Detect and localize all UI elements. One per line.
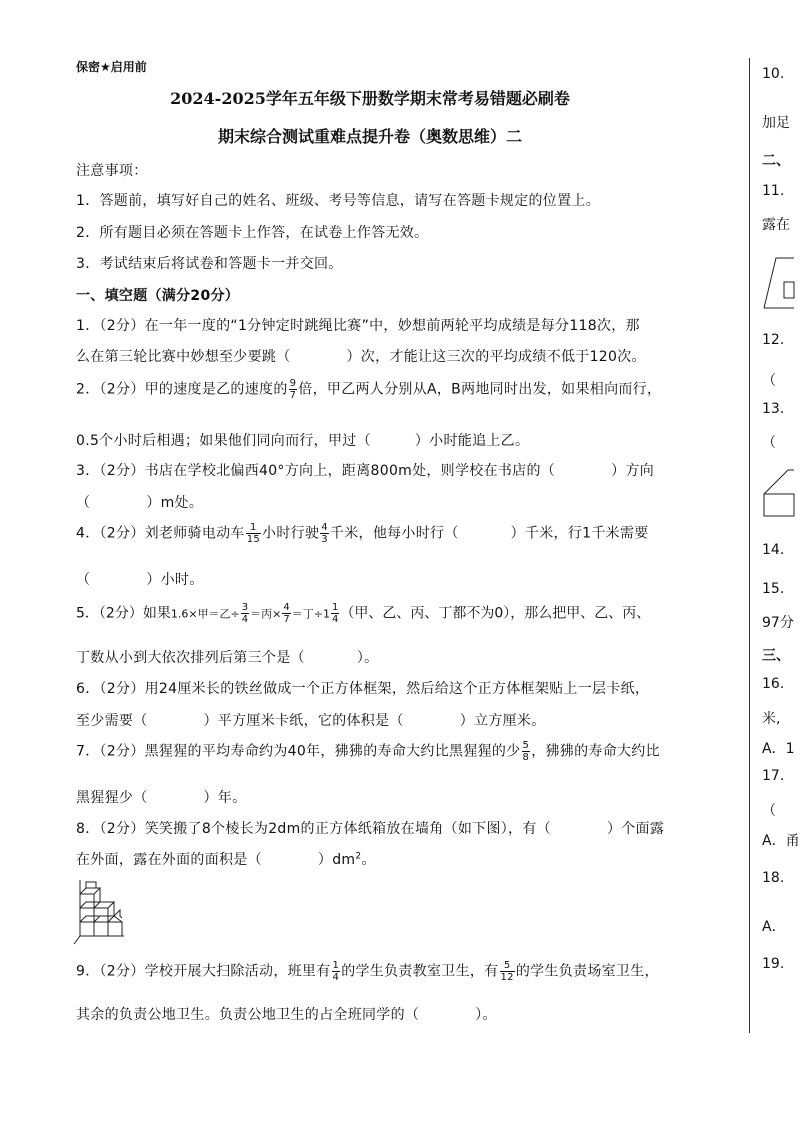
question-1-line-1: 1．（2分）在一年一度的“1分钟定时跳绳比赛”中，妙想前两轮平均成绩是每分118次，那 (76, 318, 640, 334)
right-q11: 11. (762, 183, 785, 199)
right-column-cropped (752, 0, 800, 1123)
fraction: $\frac{5}{8}$ (522, 740, 530, 763)
column-divider (749, 58, 750, 1033)
right-text: 米, (762, 711, 781, 727)
question-5-line-1: 5．（2分）如果1.6×甲＝乙÷ $\frac{3}{4}$ ＝丙× $\frac{4}{7}$ ＝丁÷1 $\frac{1}{4}$ （甲、乙、丙、丁都不为0），那么把甲、乙、丙、 (76, 602, 651, 625)
fraction: $\frac{1}{15}$ (246, 522, 261, 545)
fraction: $\frac{3}{4}$ (241, 602, 249, 625)
question-9-line-2: 其余的负责公地卫生。负责公地卫生的占全班同学的（ ）。 (76, 1007, 497, 1023)
right-q19: 19. (762, 956, 785, 972)
question-3-line-1: 3．（2分）书店在学校北偏西40°方向上，距离800m处，则学校在书店的（ ）方向 (76, 463, 654, 479)
question-6-line-1: 6．（2分）用24厘米长的铁丝做成一个正方体框架，然后给这个正方体框架贴上一层卡纸， (76, 681, 650, 697)
right-text: 加足 (762, 115, 790, 131)
question-2-line-1: 2．（2分）甲的速度是乙的速度的 $\frac{9}{7}$ 倍，甲乙两人分别从A，B两地同时出发，如果相向而行， (76, 378, 662, 401)
question-2-line-2: 0.5个小时后相遇；如果他们同向而行，甲过（ ）小时能追上乙。 (76, 433, 530, 449)
right-text: （ (762, 373, 776, 389)
note-item-1: 1．答题前，填写好自己的姓名、班级、考号等信息，请写在答题卡规定的位置上。 (76, 193, 601, 209)
question-9-line-1: 9．（2分）学校开展大扫除活动，班里有 $\frac{1}{4}$ 的学生负责教室卫生，有 $\frac{5}{12}$ 的学生负责场室卫生， (76, 960, 659, 983)
question-4-line-2: （ ）小时。 (76, 572, 204, 588)
secret-label: 保密★启用前 (76, 60, 147, 74)
right-q12: 12. (762, 332, 785, 348)
fraction: $\frac{9}{7}$ (289, 378, 297, 401)
right-q18: 18. (762, 870, 785, 886)
question-8-line-2: 在外面，露在外面的面积是（ ）$dm^2$。 (76, 851, 376, 868)
exam-subtitle: 期末综合测试重难点提升卷（奥数思维）二 (217, 127, 522, 146)
stacked-cubes-figure (72, 878, 132, 946)
right-option: A． (762, 919, 786, 935)
right-q13: 13. (762, 401, 785, 417)
right-text: 97分 (762, 615, 794, 631)
right-figure-13 (762, 464, 794, 520)
question-8-line-1: 8．（2分）笑笑搬了8个棱长为2dm的正方体纸箱放在墙角（如下图），有（ ）个面露 (76, 821, 665, 837)
exam-title: 2024-2025学年五年级下册数学期末常考易错题必刷卷 (170, 89, 570, 108)
question-1-line-2: 么在第三轮比赛中妙想至少要跳（ ）次，才能让这三次的平均成绩不低于120次。 (76, 349, 646, 365)
question-3-line-2: （ ）m处。 (76, 495, 204, 511)
fraction: $\frac{4}{3}$ (321, 522, 328, 545)
right-q16: 16. (762, 676, 785, 692)
right-figure-11 (762, 254, 794, 310)
question-6-line-2: 至少需要（ ）平方厘米卡纸，它的体积是（ ）立方厘米。 (76, 713, 546, 729)
right-q14: 14. (762, 542, 785, 558)
right-text: （ (762, 803, 776, 819)
note-item-2: 2．所有题目必须在答题卡上作答，在试卷上作答无效。 (76, 225, 429, 241)
right-text: 露在 (762, 217, 790, 233)
section-heading-fill-in: 一、填空题（满分20分） (76, 288, 240, 304)
fraction: $\frac{1}{4}$ (332, 960, 340, 983)
question-7-line-1: 7．（2分）黑猩猩的平均寿命约为40年，狒狒的寿命大约比黑猩猩的少 $\frac{5}{8}$ ，狒狒的寿命大约比 (76, 740, 660, 763)
note-item-3: 3．考试结束后将试卷和答题卡一并交回。 (76, 256, 343, 272)
fraction: $\frac{1}{4}$ (331, 602, 339, 625)
right-q15: 15. (762, 581, 785, 597)
question-4-line-1: 4．（2分）刘老师骑电动车 $\frac{1}{15}$ 小时行驶 $\frac{4}{3}$ 千米，他每小时行（ ）千米，行1千米需要 (76, 522, 649, 545)
right-text: （ (762, 435, 776, 451)
right-option: A．甬 (762, 833, 800, 849)
notes-heading: 注意事项： (76, 163, 148, 179)
right-q17: 17. (762, 768, 785, 784)
question-7-line-2: 黑猩猩少（ ）年。 (76, 790, 247, 806)
question-5-line-2: 丁数从小到大依次排列后第三个是（ ）。 (76, 650, 379, 666)
right-section-3: 三、 (762, 648, 790, 664)
fraction: $\frac{4}{7}$ (283, 602, 290, 625)
right-option: A．1 (762, 741, 795, 757)
right-section-2: 二、 (762, 153, 790, 169)
fraction: $\frac{5}{12}$ (500, 960, 514, 983)
right-q10: 10. (762, 66, 785, 82)
